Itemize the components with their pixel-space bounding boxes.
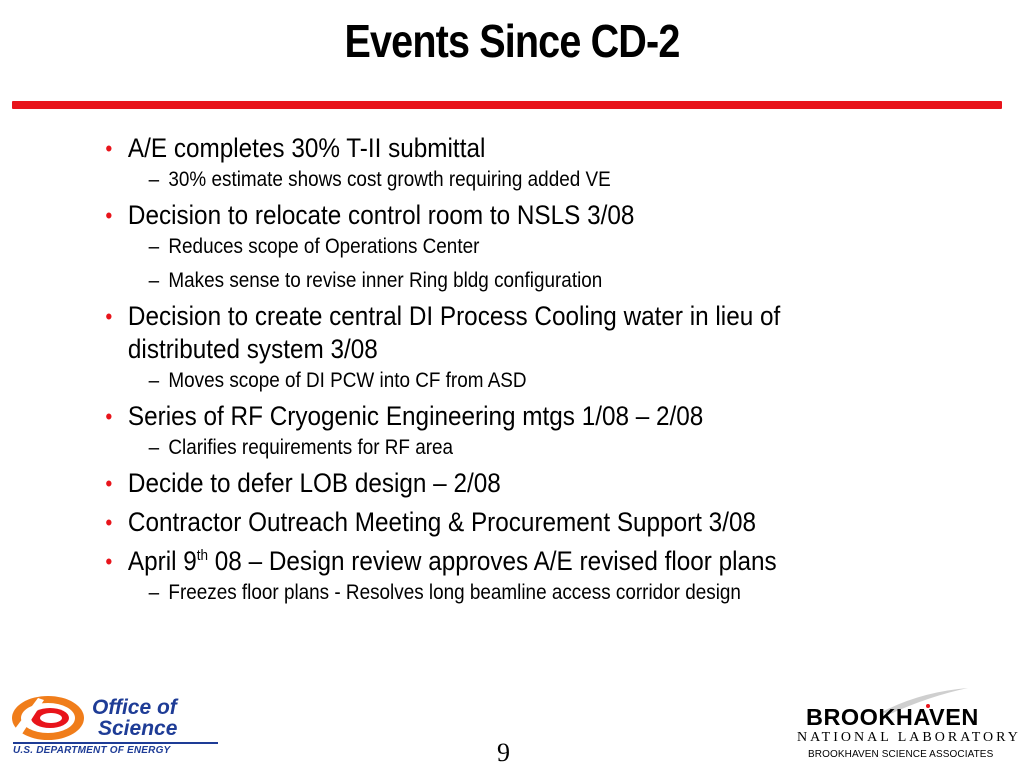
bnl-associates-text: BROOKHAVEN SCIENCE ASSOCIATES [808, 749, 994, 760]
bullet-item [100, 506, 920, 539]
doe-office-line1: Office of [92, 696, 177, 719]
sub-text: Freezes floor plans - Resolves long beamline access corridor design [168, 581, 741, 604]
bullet-icon: • [105, 203, 113, 228]
ordinal-superscript: th [196, 547, 209, 564]
bullet-icon: • [105, 404, 113, 429]
bullet-item [100, 545, 920, 578]
doe-swirl-icon [12, 696, 84, 740]
sub-text: 30% estimate shows cost growth requiring added VE [168, 168, 611, 191]
title-rule [12, 101, 1002, 109]
bullet-text-continued: distributed system 3/08 [127, 334, 378, 364]
sub-text: Moves scope of DI PCW into CF from ASD [168, 369, 527, 392]
bullet-text: Decide to defer LOB design – 2/08 [127, 468, 501, 498]
bullet-item [100, 400, 920, 433]
dash-icon: – [148, 168, 160, 191]
sub-item [100, 435, 960, 461]
sub-item [100, 268, 960, 294]
slide-title: Events Since CD-2 [344, 15, 680, 67]
sub-text: Reduces scope of Operations Center [168, 235, 480, 258]
bullet-item [100, 132, 920, 165]
sub-item [100, 368, 960, 394]
dash-icon: – [148, 235, 160, 258]
sub-item [100, 580, 960, 606]
doe-office-line2: Science [98, 717, 178, 740]
bullet-list [100, 132, 1000, 606]
sub-item [100, 234, 960, 260]
bullet-text: April 9 [127, 546, 197, 576]
sub-text: Clarifies requirements for RF area [168, 436, 454, 459]
dash-icon: – [148, 581, 160, 604]
doe-office-text [92, 697, 177, 739]
bullet-icon: • [105, 510, 113, 535]
bullet-text: Decision to create central DI Process Cooling water in lieu of [127, 301, 781, 331]
bullet-icon: • [105, 471, 113, 496]
bullet-item [100, 199, 920, 232]
bullet-item [100, 300, 920, 366]
bnl-lab-text: NATIONAL LABORATORY [797, 730, 1021, 745]
doe-department-text: U.S. DEPARTMENT OF ENERGY [13, 745, 171, 756]
bullet-item [100, 467, 920, 500]
bullet-text: A/E completes 30% T-II submittal [127, 133, 486, 163]
bullet-icon: • [105, 549, 113, 574]
bullet-text: Contractor Outreach Meeting & Procurement Support 3/08 [127, 507, 756, 537]
bnl-name-text: BROOKHAVEN [806, 704, 979, 730]
bullet-icon: • [105, 304, 113, 329]
sub-item [100, 167, 960, 193]
bullet-text: Series of RF Cryogenic Engineering mtgs 1/08 – 2/08 [127, 401, 704, 431]
dash-icon: – [148, 436, 160, 459]
dash-icon: – [148, 269, 160, 292]
bullet-text: Decision to relocate control room to NSLS 3/08 [127, 200, 635, 230]
sub-text: Makes sense to revise inner Ring bldg configuration [168, 269, 603, 292]
page-number: 9 [497, 738, 510, 767]
bullet-text-rest: 08 – Design review approves A/E revised floor plans [208, 546, 777, 576]
dash-icon: – [148, 369, 160, 392]
bullet-icon: • [105, 136, 113, 161]
